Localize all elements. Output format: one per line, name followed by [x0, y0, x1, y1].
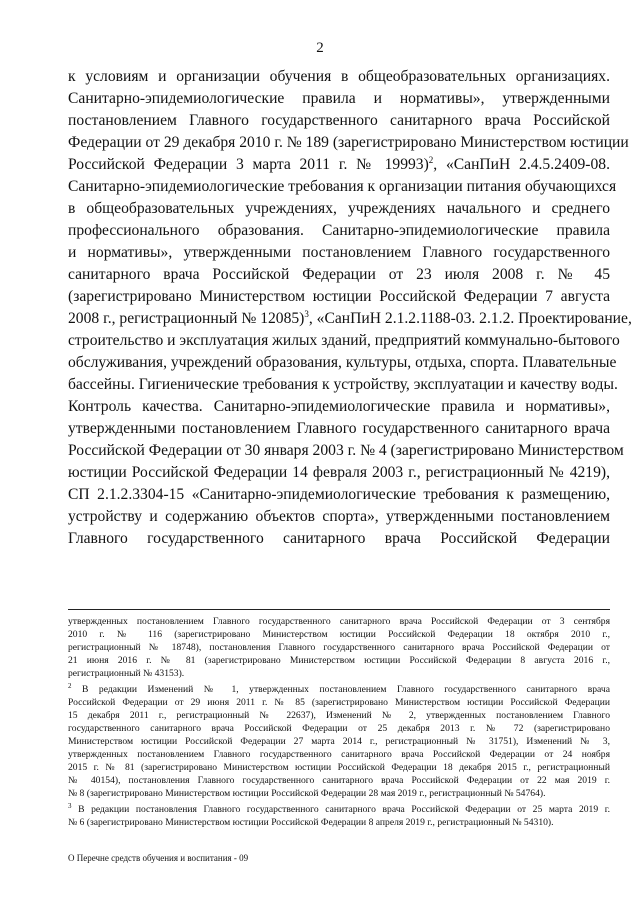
body-line: бассейны. Гигиенические требования к устройству, эксплуатации и качеству воды. [68, 376, 618, 393]
body-line: Главного государственного санитарного врача Российской Федерации [68, 530, 610, 547]
footnote-line: № 8 (зарегистрировано Министерством юстиции Российской Федерации 28 мая 2019 г., регистрационный № 54764). [68, 788, 546, 799]
body-line: Санитарно-эпидемиологические требования к организации питания обучающихся [68, 178, 617, 195]
footnote-marker: 2 [68, 682, 72, 690]
footnote-line: 2010 г. № 116 (зарегистрировано Министерством юстиции Российской Федерации 18 октября 2010 г., [68, 629, 610, 640]
body-line: юстиции Российской Федерации 14 февраля 2003 г., регистрационный № 4219), [68, 464, 610, 481]
body-line: обслуживания, учреждений образования, культуры, отдыха, спорта. Плавательные [68, 354, 617, 371]
footnote-text: В редакции Изменений № 1, утвержденных постановлением Главного государственного санитарного врача [71, 684, 610, 695]
footnote-line: государственного санитарного врача Российской Федерации от 25 декабря 2013 г. № 72 (зарегистрировано [68, 723, 610, 734]
footnote-separator [68, 609, 610, 610]
document-footer-code: О Перечне средств обучения и воспитания - 09 [68, 853, 249, 863]
body-line [68, 308, 632, 330]
body-line: устройству и содержанию объектов спорта», утвержденными постановлением [68, 508, 610, 525]
page-number: 2 [316, 40, 324, 56]
footnote-line: регистрационный № 43153). [68, 668, 185, 679]
footnote-line: 2015 г. № 81 (зарегистрировано Министерством юстиции Российской Федерации 18 декабря 2015 г., регистрационный [68, 762, 610, 773]
body-line: Контроль качества. Санитарно-эпидемиологические правила и нормативы», [68, 398, 610, 415]
body-line-text: 2008 г., регистрационный № 12085) [68, 310, 305, 327]
body-line: санитарного врача Российской Федерации от 23 июля 2008 г. № 45 [68, 266, 610, 283]
body-line: Санитарно-эпидемиологические правила и нормативы», утвержденными [68, 90, 610, 107]
body-line: СП 2.1.2.3304-15 «Санитарно-эпидемиологические требования к размещению, [68, 486, 610, 503]
footnote-line: утвержденных постановлением Главного государственного санитарного врача Российской Федерации от 24 ноября [68, 749, 610, 760]
footnote-line: Министерством юстиции Российской Федерации 27 марта 2014 г., регистрационный № 31751), Изменений № 3, [68, 736, 610, 747]
body-line: профессионального образования. Санитарно-эпидемиологические правила [68, 222, 610, 239]
body-line: строительство и эксплуатация жилых зданий, предприятий коммунально-бытового [68, 332, 620, 349]
footnote-line: утвержденных постановлением Главного государственного санитарного врача Российской Федерации от 3 сентября [68, 616, 610, 627]
body-line-text: Российской Федерации 3 марта 2011 г. № 19993) [68, 156, 429, 173]
body-line: утвержденными постановлением Главного государственного санитарного врача [68, 420, 610, 437]
body-line-text: , «СанПиН 2.1.2.1188-03. 2.1.2. Проектирование, [308, 310, 632, 327]
body-line: Федерации от 29 декабря 2010 г. № 189 (зарегистрировано Министерством юстиции [68, 134, 629, 151]
footnote-line: 21 июня 2016 г. № 81 (зарегистрировано Министерством юстиции Российской Федерации 8 августа 2016 г., [68, 655, 610, 666]
footnote-3 [68, 803, 610, 816]
footnote-line: Российской Федерации от 29 июня 2011 г. № 85 (зарегистрировано Министерством юстиции Российской Федерации [68, 697, 610, 708]
footnote-2 [68, 683, 610, 696]
footnote-ref-3: 3 [304, 309, 309, 319]
footnote-marker: 3 [68, 802, 72, 810]
footnote-line: регистрационный № 18748), постановления Главного государственного санитарного врача Российской Федерации от [68, 642, 610, 653]
body-line: Российской Федерации от 30 января 2003 г. № 4 (зарегистрировано Министерством [68, 442, 624, 459]
footnote-line: № 6 (зарегистрировано Министерством юстиции Российской Федерации 8 апреля 2019 г., регистрационный № 54310). [68, 817, 554, 828]
footnote-line: 15 декабря 2011 г., регистрационный № 22637), Изменений № 2, утвержденных постановлением Главного [68, 710, 610, 721]
footnote-ref-2: 2 [428, 155, 434, 165]
body-line: (зарегистрировано Министерством юстиции Российской Федерации 7 августа [68, 288, 610, 305]
body-line: к условиям и организации обучения в общеобразовательных организациях. [68, 68, 610, 85]
body-line: в общеобразовательных учреждениях, учреждениях начального и среднего [68, 200, 610, 217]
body-line: и нормативы», утвержденными постановлением Главного государственного [68, 244, 610, 261]
footnote-text: В редакции постановления Главного государственного санитарного врача Российской Федерации от 25 марта 2019 г. [71, 804, 610, 815]
body-line-text: , «СанПиН 2.4.5.2409-08. [433, 156, 610, 173]
body-line [68, 154, 610, 176]
body-line: постановлением Главного государственного санитарного врача Российской [68, 112, 610, 129]
footnote-line: № 40154), постановления Главного государственного санитарного врача Российской Федерации от 22 мая 2019 г. [68, 775, 610, 786]
